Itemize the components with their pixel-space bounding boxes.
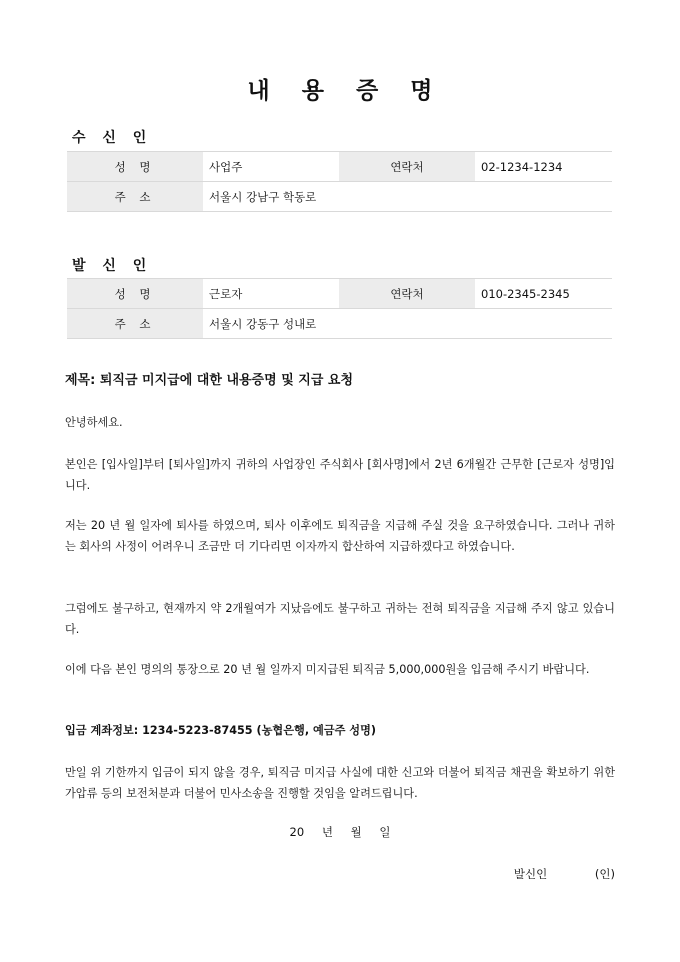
resignation-paragraph: 저는 20 년 월 일자에 퇴사를 하였으며, 퇴사 이후에도 퇴직금을 지급해 주실 것을 요구하였습니다. 그러나 귀하는 회사의 사정이 어려우니 조금만 더 기다리면 이자까지 합산하여 지급하겠다고 하였습니다.: [65, 519, 615, 553]
document-title: 내 용 증 명: [247, 78, 445, 104]
sender-contact-value: 010-2345-2345: [475, 279, 612, 309]
sender-name-label: 성 명: [67, 279, 203, 309]
signature-label: 발신인: [513, 867, 548, 881]
intro-paragraph: 본인은 [입사일]부터 [퇴사일]까지 귀하의 사업장인 주식회사 [회사명]에서 2년 6개월간 근무한 [근로자 성명]입니다.: [65, 458, 615, 492]
nonpayment-paragraph: 그럼에도 불구하고, 현재까지 약 2개월여가 지났음에도 불구하고 귀하는 전혀 퇴직금을 지급해 주지 않고 있습니다.: [65, 602, 615, 636]
sender-name-value: 근로자: [203, 279, 339, 309]
recipient-name-value: 사업주: [203, 152, 339, 182]
recipient-address-label: 주 소: [67, 182, 203, 212]
greeting-paragraph: 안녕하세요.: [65, 416, 123, 429]
recipient-contact-value: 02-1234-1234: [475, 152, 612, 182]
signature-line: [514, 866, 615, 882]
legal-notice-paragraph: 만일 위 기한까지 입금이 되지 않을 경우, 퇴직금 미지급 사실에 대한 신고와 더불어 퇴직금 채권을 확보하기 위한 가압류 등의 보전처분과 더불어 민사소송을 진행할 것임을 알려드립니다.: [65, 766, 615, 800]
sender-contact-label: 연락처: [339, 279, 475, 309]
recipient-address-value: 서울시 강남구 학동로: [203, 182, 612, 212]
sender-row-name: [67, 279, 612, 309]
recipient-name-label: 성 명: [67, 152, 203, 182]
recipient-row-address: [67, 182, 612, 212]
sender-address-label: 주 소: [67, 309, 203, 339]
payment-request-paragraph: 이에 다음 본인 명의의 통장으로 20 년 월 일까지 미지급된 퇴직금 5,000,000원을 입금해 주시기 바랍니다.: [65, 663, 590, 676]
letter-subject: 제목: 퇴직금 미지급에 대한 내용증명 및 지급 요청: [65, 373, 354, 388]
sender-section-label: 발 신 인: [72, 258, 153, 274]
recipient-row-name: [67, 152, 612, 182]
sender-address-value: 서울시 강동구 성내로: [203, 309, 612, 339]
date-line: 20 년 월 일: [289, 825, 391, 839]
recipient-contact-label: 연락처: [339, 152, 475, 182]
sender-row-address: [67, 309, 612, 339]
sender-table: [67, 278, 612, 339]
account-info: 입금 계좌정보: 1234-5223-87455 (농협은행, 예금주 성명): [65, 724, 377, 737]
recipient-section-label: 수 신 인: [72, 130, 153, 146]
recipient-table: [67, 151, 612, 212]
signature-seal: (인): [594, 867, 615, 881]
